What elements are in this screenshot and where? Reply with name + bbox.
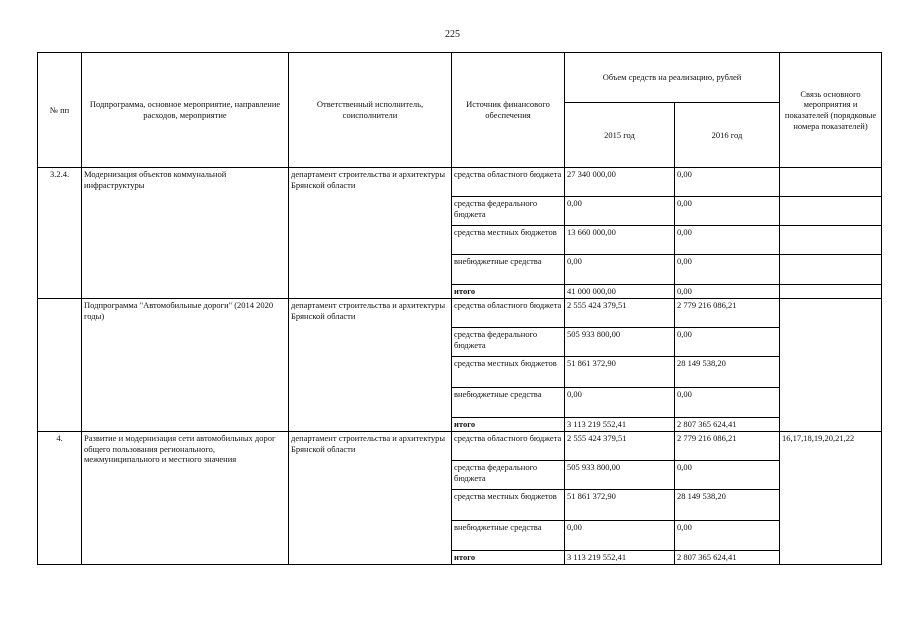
table-row [38,299,882,328]
header-executor: Ответственный исполнитель, соисполнители [289,53,452,168]
header-num: № пп [38,53,82,168]
header-link: Связь основного мероприятия и показателей (порядковые номера показателей) [780,53,882,168]
total-label: итого [452,551,565,565]
total-2015: 3 113 219 552,41 [565,418,675,432]
financing-table [37,52,882,565]
amount-2015: 2 555 424 379,51 [565,432,675,461]
funding-source: внебюджетные средства [452,521,565,551]
table-row [38,168,882,197]
program-name: Подпрограмма "Автомобильные дороги" (2014 2020 годы) [82,299,289,432]
total-2015: 3 113 219 552,41 [565,551,675,565]
indicator-link-empty [780,197,882,226]
funding-source: внебюджетные средства [452,388,565,418]
funding-source: средства местных бюджетов [452,490,565,521]
total-2015: 41 000 000,00 [565,285,675,299]
indicator-link [780,299,882,432]
funding-source: средства местных бюджетов [452,357,565,388]
amount-2015: 27 340 000,00 [565,168,675,197]
funding-source: средства местных бюджетов [452,226,565,255]
amount-2015: 13 660 000,00 [565,226,675,255]
amount-2016: 0,00 [675,461,780,490]
row-number: 4. [38,432,82,565]
funding-source: средства областного бюджета [452,168,565,197]
amount-2015: 505 933 800,00 [565,461,675,490]
amount-2016: 28 149 538,20 [675,490,780,521]
amount-2015: 0,00 [565,197,675,226]
amount-2016: 2 779 216 086,21 [675,299,780,328]
total-2016: 0,00 [675,285,780,299]
funding-source: внебюджетные средства [452,255,565,285]
header-program: Подпрограмма, основное мероприятие, направление расходов, мероприятие [82,53,289,168]
indicator-link-empty [780,226,882,255]
amount-2015: 51 861 372,90 [565,357,675,388]
indicator-link: 16,17,18,19,20,21,22 [780,432,882,565]
amount-2016: 0,00 [675,255,780,285]
funding-source: средства федерального бюджета [452,197,565,226]
amount-2015: 0,00 [565,521,675,551]
total-label: итого [452,285,565,299]
row-number [38,299,82,432]
header-volume: Объем средств на реализацию, рублей [565,53,780,103]
funding-source: средства федерального бюджета [452,328,565,357]
total-2016: 2 807 365 624,41 [675,418,780,432]
amount-2015: 505 933 800,00 [565,328,675,357]
program-name: Модернизация объектов коммунальной инфраструктуры [82,168,289,299]
executor-name: департамент строительства и архитектуры Брянской области [289,168,452,299]
amount-2016: 28 149 538,20 [675,357,780,388]
funding-source: средства областного бюджета [452,299,565,328]
page-number: 225 [445,29,460,40]
header-year-2016: 2016 год [675,103,780,168]
indicator-link-empty [780,255,882,285]
amount-2016: 2 779 216 086,21 [675,432,780,461]
amount-2015: 2 555 424 379,51 [565,299,675,328]
amount-2016: 0,00 [675,168,780,197]
amount-2016: 0,00 [675,197,780,226]
header-source: Источник финансового обеспечения [452,53,565,168]
row-number: 3.2.4. [38,168,82,299]
indicator-link [780,168,882,197]
amount-2015: 0,00 [565,255,675,285]
amount-2016: 0,00 [675,226,780,255]
amount-2015: 0,00 [565,388,675,418]
amount-2016: 0,00 [675,521,780,551]
amount-2016: 0,00 [675,388,780,418]
total-label: итого [452,418,565,432]
header-year-2015: 2015 год [565,103,675,168]
executor-name: департамент строительства и архитектуры Брянской области [289,299,452,432]
table-row [38,432,882,461]
amount-2015: 51 861 372,90 [565,490,675,521]
amount-2016: 0,00 [675,328,780,357]
executor-name: департамент строительства и архитектуры Брянской области [289,432,452,565]
total-2016: 2 807 365 624,41 [675,551,780,565]
funding-source: средства федерального бюджета [452,461,565,490]
funding-source: средства областного бюджета [452,432,565,461]
indicator-link-empty [780,285,882,299]
program-name: Развитие и модернизация сети автомобильных дорог общего пользования регионального, межмуниципального и местного значения [82,432,289,565]
